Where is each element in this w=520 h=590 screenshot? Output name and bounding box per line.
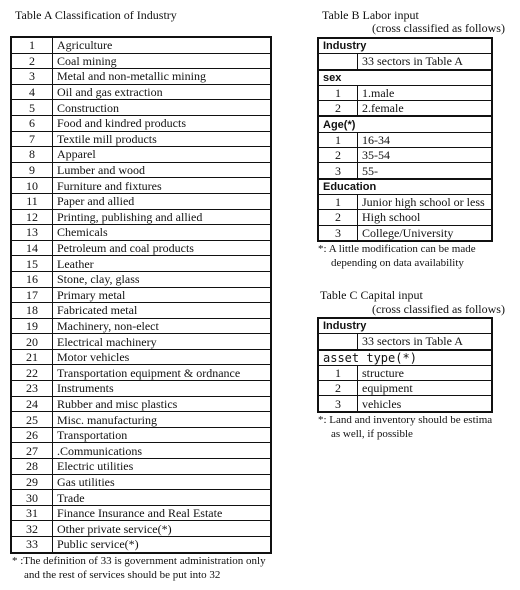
table-b-sex-value: 2.female (358, 101, 493, 117)
industry-number: 24 (11, 396, 53, 412)
table-b-age-value: 35-54 (358, 148, 493, 163)
industry-number: 19 (11, 318, 53, 334)
table-row (11, 334, 271, 350)
table-row (11, 162, 271, 178)
industry-name: Other private service(*) (53, 521, 272, 537)
table-row (11, 147, 271, 163)
table-row (11, 178, 271, 194)
industry-number: 25 (11, 412, 53, 428)
industry-name: Finance Insurance and Real Estate (53, 505, 272, 521)
industry-name: Stone, clay, glass (53, 271, 272, 287)
table-row (11, 131, 271, 147)
industry-name: Instruments (53, 381, 272, 397)
industry-number: 4 (11, 84, 53, 100)
industry-number: 9 (11, 162, 53, 178)
industry-name: Leather (53, 256, 272, 272)
industry-number: 28 (11, 459, 53, 475)
industry-number: 11 (11, 193, 53, 209)
industry-name: Gas utilities (53, 474, 272, 490)
industry-name: Transportation equipment & ordnance (53, 365, 272, 381)
industry-name: Apparel (53, 147, 272, 163)
table-c-asset-num: 3 (318, 396, 358, 412)
table-row (11, 412, 271, 428)
table-row (11, 100, 271, 116)
industry-name: Furniture and fixtures (53, 178, 272, 194)
table-row (11, 193, 271, 209)
industry-number: 1 (11, 37, 53, 53)
table-c-asset-value: vehicles (358, 396, 493, 412)
table-row (11, 84, 271, 100)
table-b-edu-num: 3 (318, 225, 358, 241)
table-row (11, 537, 271, 553)
table-row (11, 69, 271, 85)
industry-number: 15 (11, 256, 53, 272)
industry-number: 7 (11, 131, 53, 147)
table-b-sex-header: sex (318, 70, 492, 86)
industry-name: Paper and allied (53, 193, 272, 209)
table-c-caption-line2: (cross classified as follows) (372, 302, 505, 316)
industry-number: 29 (11, 474, 53, 490)
industry-number: 20 (11, 334, 53, 350)
industry-name: Construction (53, 100, 272, 116)
table-a-note-line2: and the rest of services should be put into 32 (24, 569, 221, 581)
industry-number: 33 (11, 537, 53, 553)
table-row (11, 271, 271, 287)
industry-number: 16 (11, 271, 53, 287)
table-c-note-line2: as well, if possible (331, 428, 413, 440)
table-b-note-line2: depending on data availability (331, 257, 464, 269)
table-c-note-line1: *: Land and inventory should be estima (318, 414, 493, 426)
industry-number: 30 (11, 490, 53, 506)
table-c-asset-num: 2 (318, 381, 358, 396)
industry-name: Agriculture (53, 37, 272, 53)
industry-name: Coal mining (53, 53, 272, 69)
industry-name: Electrical machinery (53, 334, 272, 350)
industry-name: Machinery, non-elect (53, 318, 272, 334)
table-c-industry-value: 33 sectors in Table A (358, 334, 493, 350)
table-row (11, 53, 271, 69)
industry-number: 6 (11, 115, 53, 131)
table-row (11, 37, 271, 53)
industry-name: Misc. manufacturing (53, 412, 272, 428)
table-c-asset-value: structure (358, 365, 493, 380)
table-a-caption: Table A Classification of Industry (15, 8, 177, 22)
industry-name: Printing, publishing and allied (53, 209, 272, 225)
table-row (11, 209, 271, 225)
table-b-age-value: 16-34 (358, 132, 493, 147)
table-b-industry-value: 33 sectors in Table A (358, 54, 493, 70)
table-row (11, 459, 271, 475)
table-a (10, 36, 272, 554)
table-row (11, 396, 271, 412)
table-row (11, 225, 271, 241)
industry-number: 21 (11, 349, 53, 365)
table-b-edu-num: 1 (318, 194, 358, 209)
table-b-note-line1: *: A little modification can be made (318, 243, 476, 255)
industry-number: 8 (11, 147, 53, 163)
industry-number: 17 (11, 287, 53, 303)
table-b-age-num: 1 (318, 132, 358, 147)
industry-number: 32 (11, 521, 53, 537)
table-row (11, 474, 271, 490)
table-row (11, 381, 271, 397)
industry-number: 3 (11, 69, 53, 85)
table-row (11, 427, 271, 443)
industry-name: Electric utilities (53, 459, 272, 475)
industry-name: Chemicals (53, 225, 272, 241)
table-row (11, 365, 271, 381)
industry-name: Petroleum and coal products (53, 240, 272, 256)
table-c-blank-cell (318, 334, 358, 350)
table-row (11, 505, 271, 521)
table-b-sex-value: 1.male (358, 85, 493, 100)
industry-number: 5 (11, 100, 53, 116)
table-b-age-value: 55- (358, 163, 493, 179)
industry-name: .Communications (53, 443, 272, 459)
table-b-caption-line2: (cross classified as follows) (372, 21, 505, 35)
industry-number: 2 (11, 53, 53, 69)
industry-number: 22 (11, 365, 53, 381)
table-b-blank-cell (318, 54, 358, 70)
table-c-asset-header: asset type(*) (318, 350, 492, 366)
industry-name: Textile mill products (53, 131, 272, 147)
table-row (11, 240, 271, 256)
industry-name: Motor vehicles (53, 349, 272, 365)
table-c-industry-header: Industry (318, 318, 492, 334)
table-b-edu-value: High school (358, 210, 493, 225)
industry-number: 18 (11, 303, 53, 319)
table-b-industry-header: Industry (318, 38, 492, 54)
table-b-edu-num: 2 (318, 210, 358, 225)
industry-name: Lumber and wood (53, 162, 272, 178)
table-row (11, 521, 271, 537)
table-b-caption-line1: Table B Labor input (322, 8, 419, 22)
table-b-age-header: Age(*) (318, 116, 492, 132)
industry-number: 14 (11, 240, 53, 256)
table-b-edu-value: College/University (358, 225, 493, 241)
industry-name: Fabricated metal (53, 303, 272, 319)
table-b-sex-num: 2 (318, 101, 358, 117)
table-b-age-num: 2 (318, 148, 358, 163)
table-b-edu-value: Junior high school or less (358, 194, 493, 209)
table-c-asset-value: equipment (358, 381, 493, 396)
industry-number: 31 (11, 505, 53, 521)
industry-name: Oil and gas extraction (53, 84, 272, 100)
table-b-education-header: Education (318, 179, 492, 195)
industry-number: 27 (11, 443, 53, 459)
industry-name: Trade (53, 490, 272, 506)
table-row (11, 303, 271, 319)
industry-name: Primary metal (53, 287, 272, 303)
table-row (11, 349, 271, 365)
industry-name: Public service(*) (53, 537, 272, 553)
table-c-asset-num: 1 (318, 365, 358, 380)
table-b-age-num: 3 (318, 163, 358, 179)
table-row (11, 287, 271, 303)
table-row (11, 318, 271, 334)
table-b (317, 37, 493, 242)
industry-name: Metal and non-metallic mining (53, 69, 272, 85)
industry-name: Food and kindred products (53, 115, 272, 131)
table-row (11, 115, 271, 131)
table-c (317, 317, 493, 413)
industry-name: Rubber and misc plastics (53, 396, 272, 412)
table-row (11, 443, 271, 459)
industry-number: 12 (11, 209, 53, 225)
table-a-note-line1: * :The definition of 33 is government administration only (12, 555, 266, 567)
industry-number: 23 (11, 381, 53, 397)
table-row (11, 490, 271, 506)
table-b-sex-num: 1 (318, 85, 358, 100)
table-c-caption-line1: Table C Capital input (320, 288, 423, 302)
industry-number: 13 (11, 225, 53, 241)
industry-name: Transportation (53, 427, 272, 443)
table-row (11, 256, 271, 272)
industry-number: 10 (11, 178, 53, 194)
industry-number: 26 (11, 427, 53, 443)
